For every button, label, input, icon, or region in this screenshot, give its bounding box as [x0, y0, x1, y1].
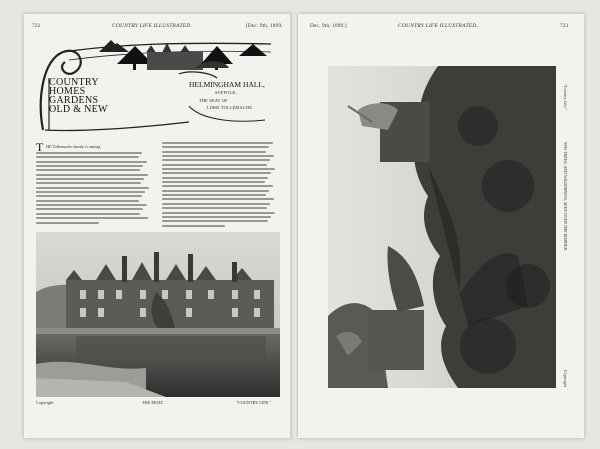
house-name: HELMINGHAM HALL, [189, 80, 265, 89]
right-page-number: 723 [560, 23, 569, 29]
yew-trees-photo [328, 66, 556, 388]
text-line [36, 200, 139, 202]
text-line [162, 168, 275, 170]
right-running-title: COUNTRY LIFE ILLUSTRATED. [398, 23, 479, 29]
drop-cap: T [36, 140, 44, 154]
text-line [36, 217, 148, 219]
left-page-number: 722 [32, 23, 41, 29]
text-line [36, 169, 140, 171]
masthead-title [49, 78, 108, 114]
text-line [162, 185, 273, 187]
text-line [162, 142, 273, 144]
right-page [298, 14, 584, 438]
text-line [36, 165, 143, 167]
text-line [36, 208, 143, 210]
text-line [162, 203, 270, 205]
text-line [36, 187, 149, 189]
photo-credit: Copyright [36, 400, 54, 405]
masthead [39, 38, 275, 138]
text-line [162, 190, 269, 192]
text-line [162, 151, 266, 153]
text-line [162, 207, 267, 209]
county: SUFFOLK, [215, 90, 238, 95]
article-column-right [162, 142, 276, 228]
moat-photo [36, 232, 280, 397]
text-line [162, 216, 271, 218]
text-line [162, 181, 265, 183]
text-line [162, 146, 269, 148]
text-line [36, 182, 141, 184]
owner: LORD TOLLEMACHE. [207, 105, 254, 110]
side-caption-main: YEW TREES, AND WILDERNESS, SEEN OVER THE BORDER. [563, 142, 568, 252]
text-line [36, 161, 147, 163]
masthead-line4: OLD & NEW [49, 104, 108, 115]
text-line [162, 212, 275, 214]
text-line [162, 220, 268, 222]
text-line [36, 152, 142, 154]
text-line [36, 222, 99, 224]
text-line [36, 213, 140, 215]
text-line [162, 172, 271, 174]
masthead-line1: COUNTRY [49, 77, 99, 88]
text-line [162, 177, 268, 179]
left-running-title: COUNTRY LIFE ILLUSTRATED. [112, 23, 193, 29]
masthead-line2: HOMES [49, 86, 86, 97]
text-line [36, 191, 145, 193]
seat-of: THE SEAT OF [199, 98, 228, 103]
side-caption-bottom: Copyright [563, 370, 568, 387]
text-line [162, 159, 270, 161]
text-line [36, 156, 139, 158]
text-line [36, 178, 144, 180]
text-line [162, 164, 267, 166]
text-line [36, 195, 142, 197]
side-caption-top: "Country Life." [563, 84, 568, 111]
right-date: Dec. 9th, 1899.] [310, 23, 347, 29]
text-line [162, 194, 266, 196]
text-line [36, 174, 148, 176]
left-page [24, 14, 292, 438]
text-line [162, 198, 274, 200]
left-date: [Dec. 9th, 1899. [246, 23, 283, 29]
text-line [162, 155, 274, 157]
article-column-left [36, 142, 150, 228]
article-opening: HE Tollemache family is among [46, 144, 101, 149]
masthead-line3: GARDENS [49, 95, 99, 106]
photo-caption: THE MOAT. [142, 400, 164, 405]
text-line [162, 225, 225, 227]
photo-credit-right: "COUNTRY LIFE." [236, 400, 272, 405]
text-line [36, 204, 147, 206]
